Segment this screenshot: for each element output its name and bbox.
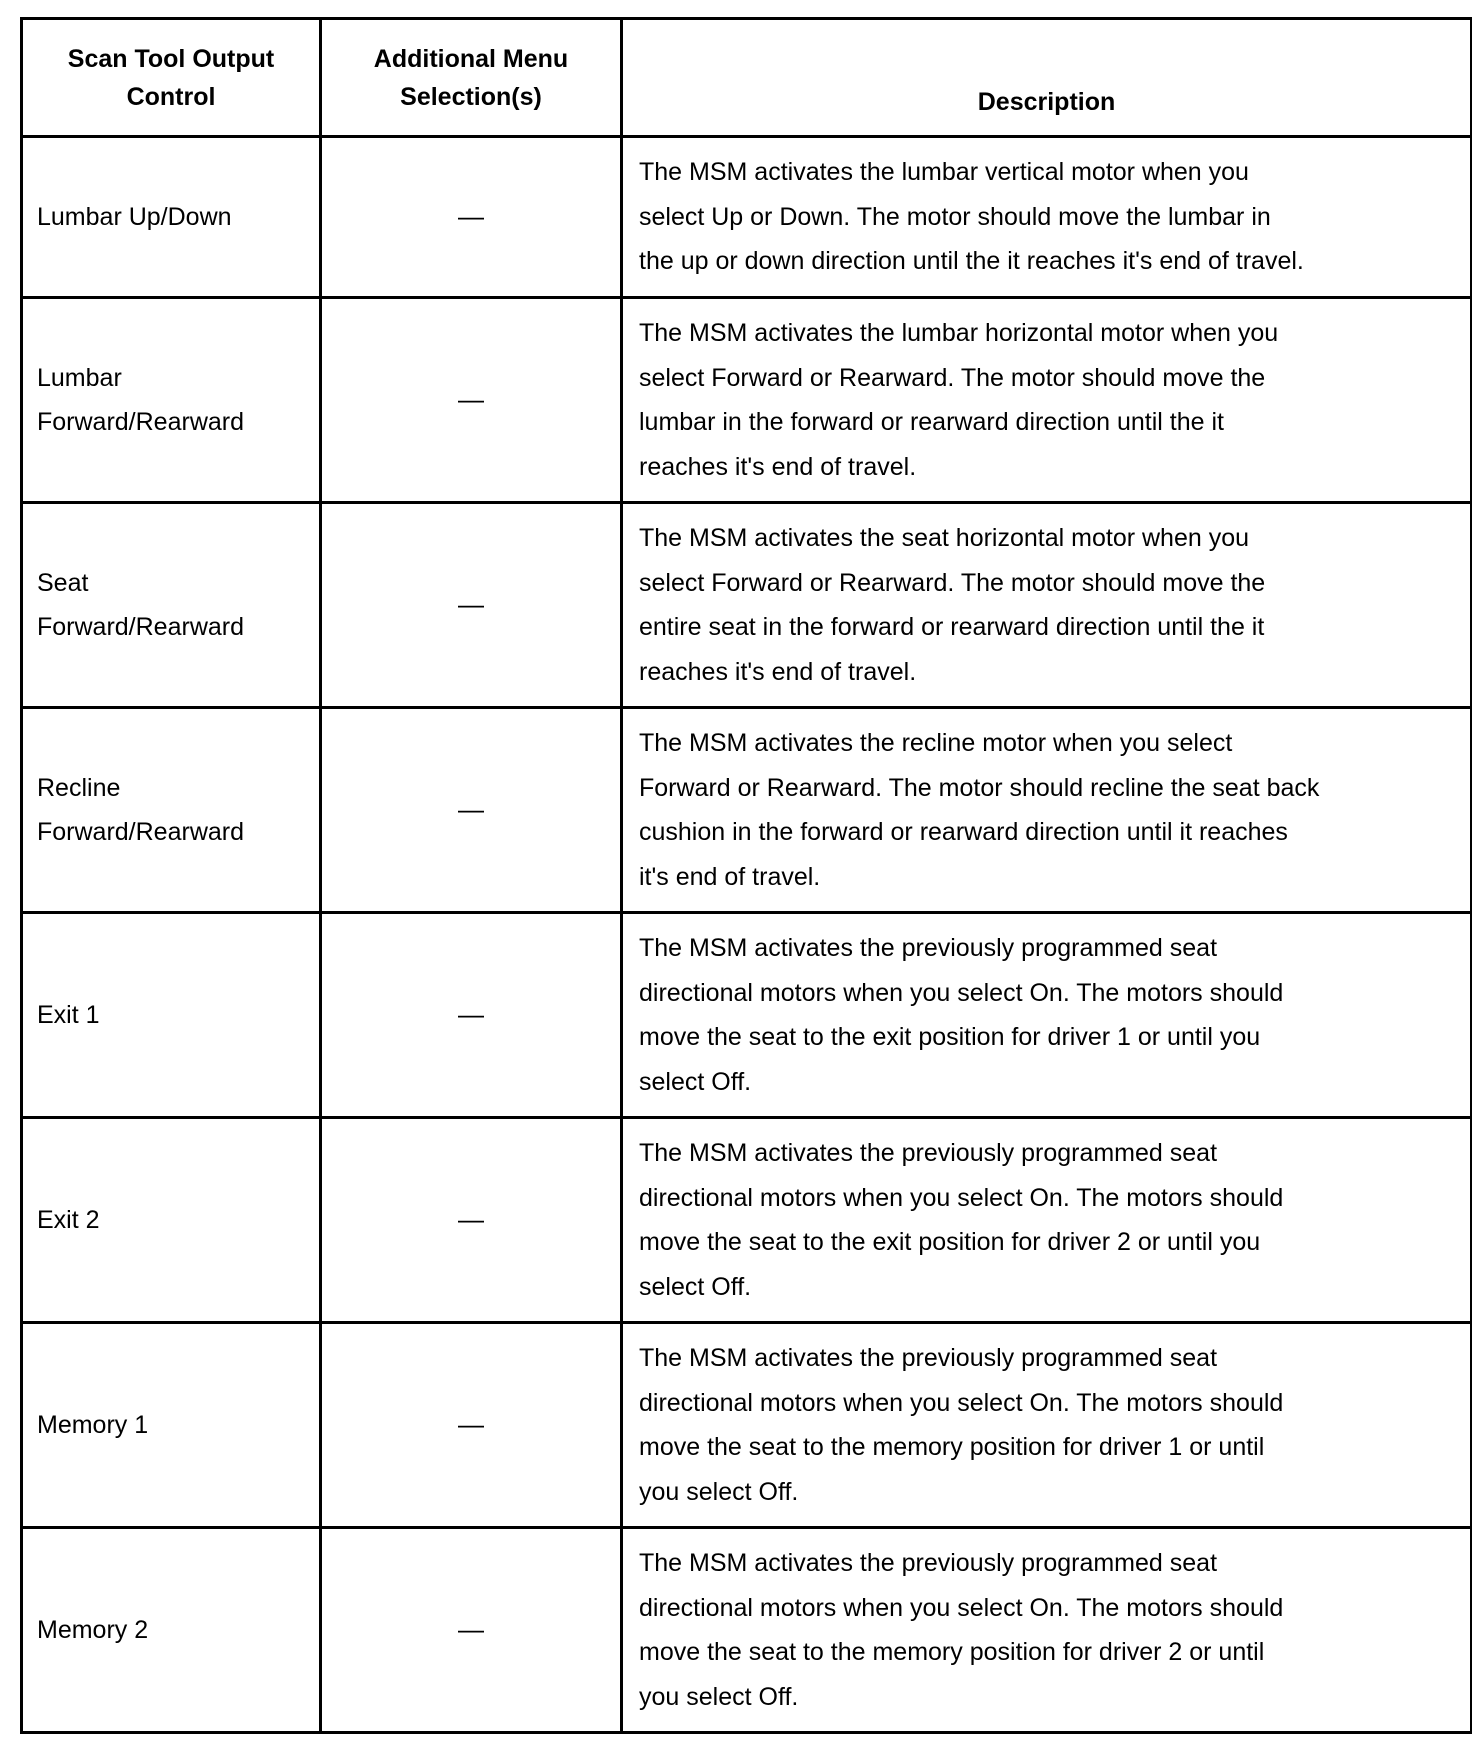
description-line: The MSM activates the seat horizontal motor when you xyxy=(639,524,1250,552)
selection-value: — xyxy=(458,1409,484,1440)
description-line: select Up or Down. The motor should move the lumbar in xyxy=(639,202,1271,231)
table-row xyxy=(22,1118,1472,1323)
header-selection-line: Additional Menu xyxy=(373,44,569,73)
selection-cell xyxy=(321,503,622,708)
description-cell xyxy=(622,503,1472,708)
description-line: you select Off. xyxy=(639,1682,799,1711)
control-name-line: Recline xyxy=(37,773,121,802)
description-line: The MSM activates the lumbar vertical motor when you xyxy=(639,158,1249,187)
table-row xyxy=(22,1528,1472,1733)
selection-value: — xyxy=(458,384,484,415)
output-control-table xyxy=(20,17,1472,1734)
description-line: The MSM activates the recline motor when you select xyxy=(639,729,1233,757)
control-cell xyxy=(22,708,321,913)
table-row xyxy=(22,1323,1472,1528)
description-line: directional motors when you select On. The motors should xyxy=(639,1183,1284,1212)
selection-cell xyxy=(321,298,622,503)
selection-value: — xyxy=(458,201,484,232)
selection-value: — xyxy=(458,1614,484,1645)
control-name-line: Forward/Rearward xyxy=(37,408,245,436)
selection-cell xyxy=(321,1323,622,1528)
control-name-line: Memory 1 xyxy=(37,1410,149,1439)
description-line: select Off. xyxy=(639,1272,752,1301)
description-line: lumbar in the forward or rearward direction until the it xyxy=(639,408,1224,436)
description-cell xyxy=(622,1323,1472,1528)
table-row xyxy=(22,913,1472,1118)
description-line: directional motors when you select On. The motors should xyxy=(639,978,1284,1007)
control-cell xyxy=(22,913,321,1118)
header-description: Description xyxy=(622,19,1472,137)
table-row xyxy=(22,503,1472,708)
control-name-line: Forward/Rearward xyxy=(37,818,245,846)
selection-value: — xyxy=(458,794,484,825)
control-name-line: Exit 1 xyxy=(37,1000,100,1029)
description-cell xyxy=(622,708,1472,913)
table-row xyxy=(22,137,1472,298)
control-name-line: Exit 2 xyxy=(37,1205,100,1234)
control-cell xyxy=(22,503,321,708)
description-line: move the seat to the exit position for driver 1 or until you xyxy=(639,1023,1261,1051)
header-row xyxy=(22,19,1472,137)
selection-value: — xyxy=(458,589,484,620)
control-name-line: Memory 2 xyxy=(37,1615,149,1644)
description-line: move the seat to the memory position for driver 1 or until xyxy=(639,1433,1265,1461)
control-cell xyxy=(22,1323,321,1528)
table-body xyxy=(22,137,1472,1733)
selection-cell xyxy=(321,1118,622,1323)
description-line: you select Off. xyxy=(639,1477,799,1506)
description-line: select Off. xyxy=(639,1067,752,1096)
description-line: entire seat in the forward or rearward direction until the it xyxy=(639,613,1265,641)
control-cell xyxy=(22,1528,321,1733)
description-line: select Forward or Rearward. The motor should move the xyxy=(639,568,1266,597)
description-cell xyxy=(622,913,1472,1118)
description-line: reaches it's end of travel. xyxy=(639,452,917,481)
description-line: The MSM activates the previously programmed seat xyxy=(639,1139,1218,1167)
control-name-line: Lumbar xyxy=(37,363,122,392)
control-cell xyxy=(22,298,321,503)
selection-value: — xyxy=(458,999,484,1030)
description-cell xyxy=(622,137,1472,298)
description-cell xyxy=(622,1528,1472,1733)
header-control-line: Scan Tool Output xyxy=(67,44,275,73)
control-name-line: Forward/Rearward xyxy=(37,613,245,641)
description-line: cushion in the forward or rearward direction until it reaches xyxy=(639,818,1288,846)
table-row xyxy=(22,708,1472,913)
header-control xyxy=(22,19,321,137)
control-name-line: Lumbar Up/Down xyxy=(37,202,232,231)
description-line: The MSM activates the previously programmed seat xyxy=(639,1549,1218,1577)
control-name-line: Seat xyxy=(37,568,89,597)
header-control-line: Control xyxy=(126,82,216,111)
description-line: directional motors when you select On. The motors should xyxy=(639,1593,1284,1622)
header-selection-line: Selection(s) xyxy=(400,82,542,111)
description-cell xyxy=(622,1118,1472,1323)
table-row xyxy=(22,298,1472,503)
description-line: The MSM activates the previously programmed seat xyxy=(639,1344,1218,1372)
description-line: The MSM activates the lumbar horizontal motor when you xyxy=(639,319,1279,347)
description-line: the up or down direction until the it reaches it's end of travel. xyxy=(639,247,1304,276)
description-line: directional motors when you select On. The motors should xyxy=(639,1388,1284,1417)
description-line: select Forward or Rearward. The motor should move the xyxy=(639,363,1266,392)
control-cell xyxy=(22,1118,321,1323)
selection-cell xyxy=(321,137,622,298)
description-line: move the seat to the exit position for driver 2 or until you xyxy=(639,1228,1261,1256)
control-cell xyxy=(22,137,321,298)
description-line: Forward or Rearward. The motor should recline the seat back xyxy=(639,773,1320,802)
description-cell xyxy=(622,298,1472,503)
description-line: it's end of travel. xyxy=(639,862,821,891)
document-page xyxy=(20,17,1470,1734)
selection-cell xyxy=(321,1528,622,1733)
description-line: reaches it's end of travel. xyxy=(639,657,917,686)
header-selection xyxy=(321,19,622,137)
selection-value: — xyxy=(458,1204,484,1235)
description-line: move the seat to the memory position for driver 2 or until xyxy=(639,1638,1265,1666)
selection-cell xyxy=(321,708,622,913)
selection-cell xyxy=(321,913,622,1118)
description-line: The MSM activates the previously programmed seat xyxy=(639,934,1218,962)
